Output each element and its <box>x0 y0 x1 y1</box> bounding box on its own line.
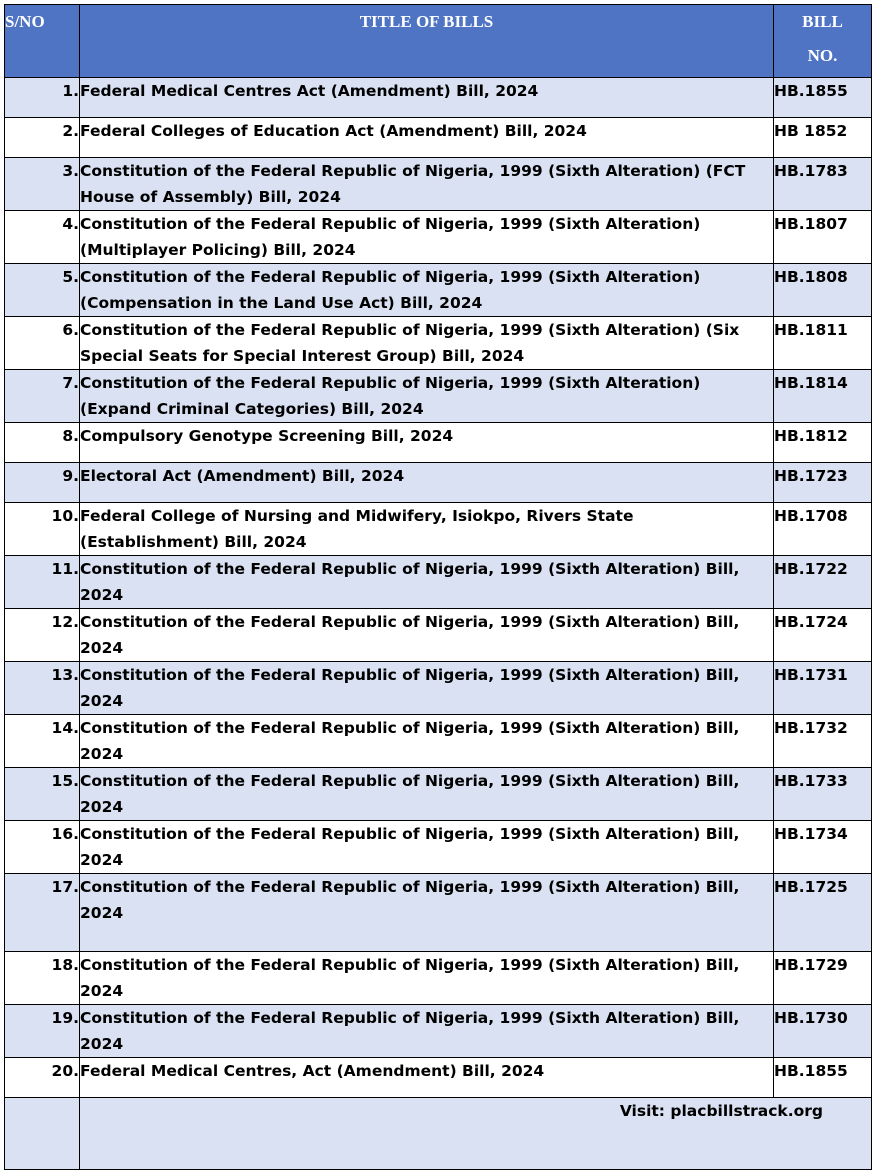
row-bill-no: HB.1811 <box>774 317 872 370</box>
row-sno: 8. <box>5 423 80 463</box>
row-sno: 5. <box>5 264 80 317</box>
table-row <box>5 821 872 874</box>
row-sno: 4. <box>5 211 80 264</box>
row-bill-no: HB.1732 <box>774 715 872 768</box>
row-sno: 19. <box>5 1005 80 1058</box>
table-row <box>5 370 872 423</box>
header-bill-line2: NO. <box>807 46 838 65</box>
row-bill-no: HB.1725 <box>774 874 872 952</box>
table-row <box>5 463 872 503</box>
table-row <box>5 211 872 264</box>
table-row <box>5 118 872 158</box>
header-bill-no <box>774 5 872 78</box>
row-sno: 18. <box>5 952 80 1005</box>
table-row <box>5 768 872 821</box>
row-title: Compulsory Genotype Screening Bill, 2024 <box>80 423 774 463</box>
row-sno: 3. <box>5 158 80 211</box>
row-title: Constitution of the Federal Republic of Nigeria, 1999 (Sixth Alteration) (FCT House of Assembly) Bill, 2024 <box>80 158 774 211</box>
row-sno: 6. <box>5 317 80 370</box>
row-sno: 14. <box>5 715 80 768</box>
row-title: Federal Colleges of Education Act (Amendment) Bill, 2024 <box>80 118 774 158</box>
row-title: Constitution of the Federal Republic of Nigeria, 1999 (Sixth Alteration) Bill, 2024 <box>80 874 774 952</box>
footer-empty-cell <box>5 1098 80 1170</box>
row-title: Federal College of Nursing and Midwifery, Isiokpo, Rivers State (Establishment) Bill, 2024 <box>80 503 774 556</box>
row-bill-no: HB.1723 <box>774 463 872 503</box>
row-bill-no: HB 1852 <box>774 118 872 158</box>
bills-table <box>4 4 872 1170</box>
header-bill-line1: BILL <box>802 12 843 31</box>
footer-row <box>5 1098 872 1170</box>
table-row <box>5 158 872 211</box>
table-row <box>5 503 872 556</box>
table-row <box>5 874 872 952</box>
row-bill-no: HB.1734 <box>774 821 872 874</box>
row-sno: 17. <box>5 874 80 952</box>
row-title: Constitution of the Federal Republic of Nigeria, 1999 (Sixth Alteration) Bill, 2024 <box>80 715 774 768</box>
row-bill-no: HB.1807 <box>774 211 872 264</box>
row-bill-no: HB.1724 <box>774 609 872 662</box>
row-sno: 15. <box>5 768 80 821</box>
row-title: Electoral Act (Amendment) Bill, 2024 <box>80 463 774 503</box>
table-row <box>5 715 872 768</box>
row-title: Constitution of the Federal Republic of Nigeria, 1999 (Sixth Alteration) Bill, 2024 <box>80 952 774 1005</box>
row-title: Constitution of the Federal Republic of Nigeria, 1999 (Sixth Alteration) Bill, 2024 <box>80 768 774 821</box>
row-sno: 2. <box>5 118 80 158</box>
row-sno: 12. <box>5 609 80 662</box>
table-row <box>5 317 872 370</box>
table-row <box>5 1005 872 1058</box>
row-sno: 10. <box>5 503 80 556</box>
row-bill-no: HB.1855 <box>774 78 872 118</box>
row-sno: 13. <box>5 662 80 715</box>
row-sno: 7. <box>5 370 80 423</box>
row-title: Constitution of the Federal Republic of Nigeria, 1999 (Sixth Alteration) (Compensation in the Land Use Act) Bill, 2024 <box>80 264 774 317</box>
row-title: Federal Medical Centres Act (Amendment) Bill, 2024 <box>80 78 774 118</box>
row-title: Constitution of the Federal Republic of Nigeria, 1999 (Sixth Alteration) (Six Special Seats for Special Interest Group) Bill, 2024 <box>80 317 774 370</box>
row-bill-no: HB.1730 <box>774 1005 872 1058</box>
row-bill-no: HB.1783 <box>774 158 872 211</box>
row-sno: 1. <box>5 78 80 118</box>
row-title: Constitution of the Federal Republic of Nigeria, 1999 (Sixth Alteration) Bill, 2024 <box>80 609 774 662</box>
row-title: Constitution of the Federal Republic of Nigeria, 1999 (Sixth Alteration) (Multiplayer Policing) Bill, 2024 <box>80 211 774 264</box>
row-bill-no: HB.1722 <box>774 556 872 609</box>
header-title: TITLE OF BILLS <box>80 5 774 78</box>
table-row <box>5 662 872 715</box>
row-bill-no: HB.1729 <box>774 952 872 1005</box>
row-title: Federal Medical Centres, Act (Amendment) Bill, 2024 <box>80 1058 774 1098</box>
row-bill-no: HB.1812 <box>774 423 872 463</box>
row-title: Constitution of the Federal Republic of Nigeria, 1999 (Sixth Alteration) Bill, 2024 <box>80 1005 774 1058</box>
table-row <box>5 264 872 317</box>
row-bill-no: HB.1708 <box>774 503 872 556</box>
header-sno: S/NO <box>5 5 80 78</box>
table-row <box>5 952 872 1005</box>
table-row <box>5 609 872 662</box>
row-sno: 20. <box>5 1058 80 1098</box>
row-bill-no: HB.1733 <box>774 768 872 821</box>
table-row <box>5 423 872 463</box>
row-bill-no: HB.1855 <box>774 1058 872 1098</box>
row-bill-no: HB.1814 <box>774 370 872 423</box>
row-bill-no: HB.1731 <box>774 662 872 715</box>
row-bill-no: HB.1808 <box>774 264 872 317</box>
row-title: Constitution of the Federal Republic of Nigeria, 1999 (Sixth Alteration) Bill, 2024 <box>80 662 774 715</box>
row-sno: 9. <box>5 463 80 503</box>
row-sno: 16. <box>5 821 80 874</box>
visit-link-text: Visit: placbillstrack.org <box>80 1098 872 1170</box>
table-row <box>5 1058 872 1098</box>
table-row <box>5 556 872 609</box>
row-title: Constitution of the Federal Republic of Nigeria, 1999 (Sixth Alteration) (Expand Criminal Categories) Bill, 2024 <box>80 370 774 423</box>
table-row <box>5 78 872 118</box>
row-sno: 11. <box>5 556 80 609</box>
row-title: Constitution of the Federal Republic of Nigeria, 1999 (Sixth Alteration) Bill, 2024 <box>80 556 774 609</box>
table-header-row <box>5 5 872 78</box>
row-title: Constitution of the Federal Republic of Nigeria, 1999 (Sixth Alteration) Bill, 2024 <box>80 821 774 874</box>
